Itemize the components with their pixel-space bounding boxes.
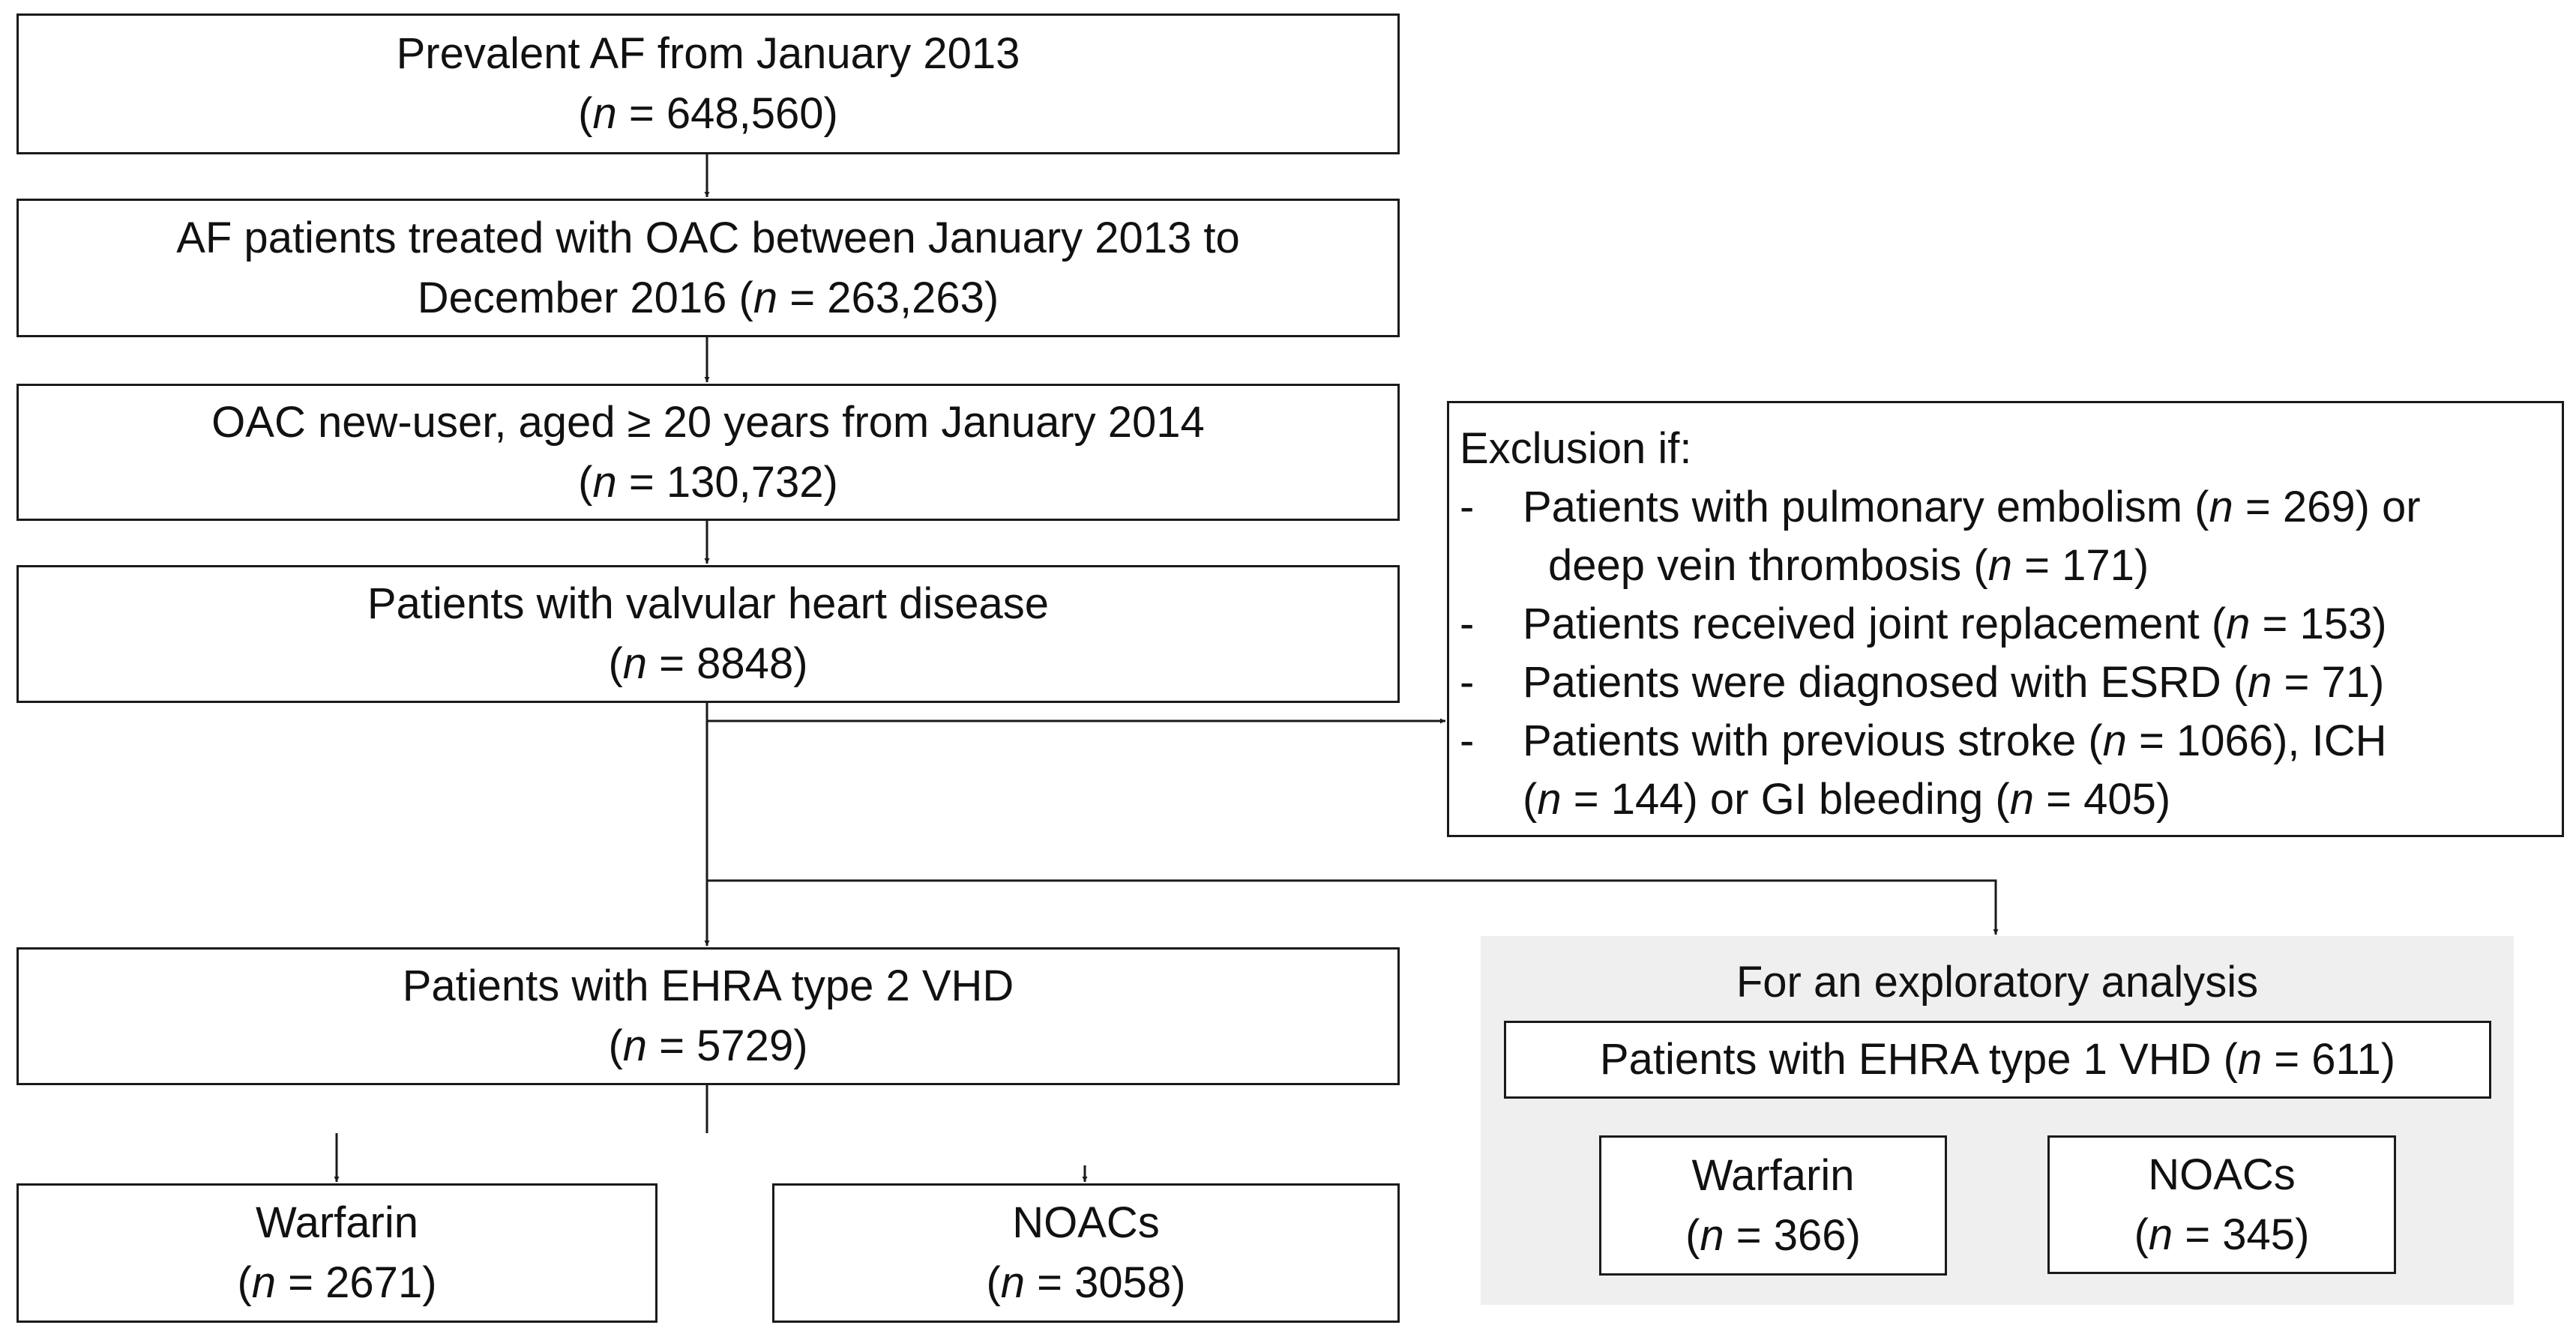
new-user-count: (n = 130,732) <box>578 457 838 507</box>
valvular-disease-title: Patients with valvular heart disease <box>367 579 1050 628</box>
noacs-box <box>772 1183 1400 1323</box>
prevalent-af-title: Prevalent AF from January 2013 <box>396 29 1020 78</box>
ehra-type1-box <box>1504 1021 2491 1099</box>
exploratory-noacs-box <box>2047 1135 2396 1274</box>
prevalent-af-box <box>16 13 1400 154</box>
exclusion-title: Exclusion if: <box>1460 424 1692 473</box>
warfarin-box <box>16 1183 657 1323</box>
ehra-type2-count: (n = 5729) <box>608 1021 808 1070</box>
ehra-type2-title: Patients with EHRA type 2 VHD <box>402 962 1014 1010</box>
arrow-to-exploratory <box>707 881 1996 935</box>
oac-treated-title: AF patients treated with OAC between January 2013 to <box>176 213 1240 262</box>
exclusion-box <box>1447 401 2564 837</box>
warfarin-count: (n = 2671) <box>237 1258 437 1307</box>
valvular-disease-count: (n = 8848) <box>608 639 808 688</box>
exclusion-item-stroke: - Patients with previous stroke (n = 1066), ICH <box>1460 716 2387 765</box>
oac-treated-count: December 2016 (n = 263,263) <box>417 273 999 322</box>
exploratory-warfarin-box <box>1599 1135 1947 1276</box>
valvular-disease-box <box>16 565 1400 703</box>
exclusion-item-bleeding: (n = 144) or GI bleeding (n = 405) <box>1523 775 2171 824</box>
exploratory-warfarin-title: Warfarin <box>1691 1150 1855 1200</box>
prevalent-af-count: (n = 648,560) <box>578 89 838 138</box>
warfarin-title: Warfarin <box>256 1198 418 1247</box>
new-user-title: OAC new-user, aged ≥ 20 years from January 2014 <box>211 397 1205 447</box>
exploratory-warfarin-count: (n = 366) <box>1685 1210 1861 1260</box>
exclusion-item-esrd: - Patients were diagnosed with ESRD (n = 71) <box>1460 658 2385 707</box>
oac-treated-box <box>16 199 1400 337</box>
new-user-box <box>16 384 1400 521</box>
exploratory-noacs-title: NOACs <box>2148 1150 2296 1199</box>
noacs-title: NOACs <box>1012 1198 1160 1247</box>
ehra-type1-title: Patients with EHRA type 1 VHD (n = 611) <box>1599 1035 2396 1084</box>
ehra-type2-box <box>16 947 1400 1085</box>
exclusion-item-thrombosis: deep vein thrombosis (n = 171) <box>1548 541 2149 590</box>
noacs-count: (n = 3058) <box>986 1258 1186 1307</box>
exclusion-item-joint: - Patients received joint replacement (n = 153) <box>1460 600 2387 648</box>
exploratory-noacs-count: (n = 345) <box>2134 1210 2310 1259</box>
exploratory-title: For an exploratory analysis <box>1736 958 2259 1006</box>
exclusion-item-embolism: - Patients with pulmonary embolism (n = 269) or <box>1460 483 2421 531</box>
